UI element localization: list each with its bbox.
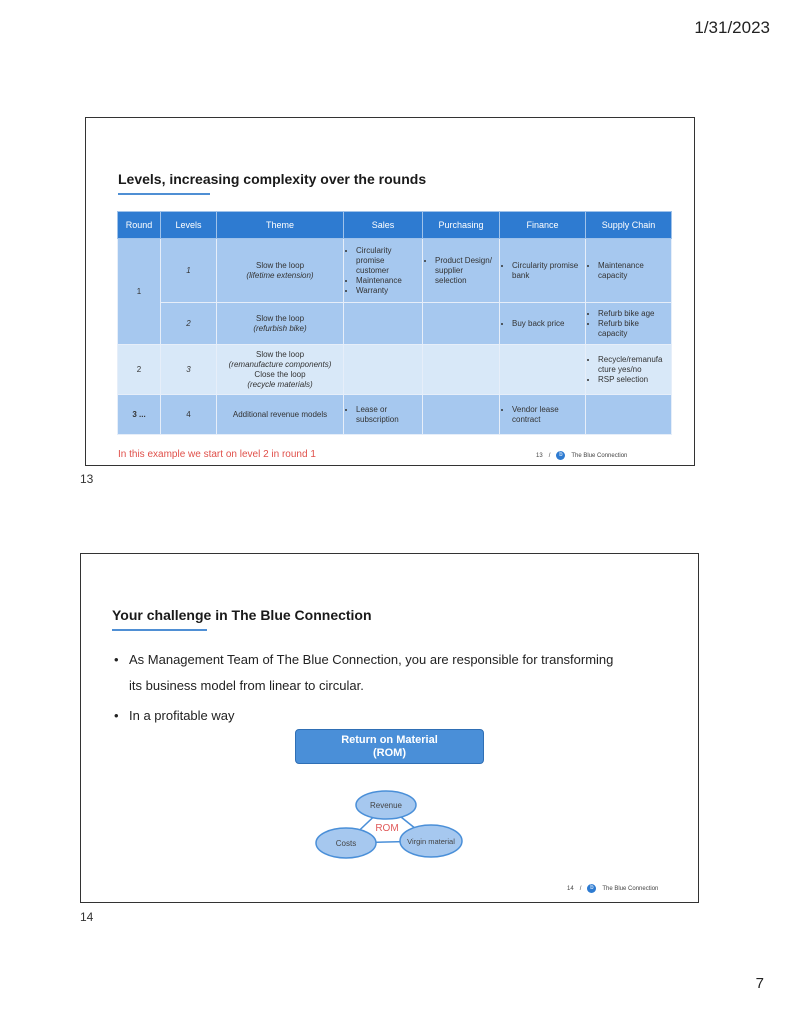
level-cell: 3	[161, 345, 217, 395]
blue-connection-logo-icon: b	[556, 451, 565, 460]
rom-subtitle: (ROM)	[373, 746, 406, 759]
purchasing-cell	[423, 239, 500, 303]
slide-levels	[85, 117, 695, 466]
slide-challenge	[80, 553, 699, 903]
header-sales: Sales	[344, 212, 423, 239]
list-item: • Buy back price	[512, 319, 582, 329]
list-item: • Refurb bike age	[598, 309, 668, 319]
virgin-material-label: Virgin material	[407, 837, 455, 846]
theme-line: (remanufacture components)	[228, 359, 332, 369]
round-cell: 1	[118, 239, 161, 345]
list-item: • Circularity promise customer	[356, 246, 419, 276]
slide-label: 14	[80, 910, 94, 924]
rom-title: Return on Material	[341, 733, 438, 746]
bullet-line: • As Management Team of The Blue Connection, you are responsible for transforming	[129, 652, 614, 667]
finance-cell	[500, 395, 586, 435]
list-item: • Lease or subscription	[356, 405, 419, 425]
slide-label: 13	[80, 472, 94, 486]
bullet-list	[112, 647, 672, 729]
supply-cell	[586, 303, 672, 345]
finance-cell	[500, 303, 586, 345]
footer-brand: The Blue Connection	[602, 885, 659, 892]
sales-cell	[344, 345, 423, 395]
page-number: 7	[755, 975, 764, 992]
header-finance: Finance	[500, 212, 586, 239]
rom-diagram	[306, 786, 466, 866]
list-item	[112, 647, 672, 699]
slide-title: Your challenge in The Blue Connection	[112, 607, 372, 623]
slide-footer	[567, 884, 658, 893]
slide-footer	[536, 451, 627, 460]
theme-cell	[217, 303, 344, 345]
list-item: • Circularity promise bank	[512, 261, 582, 281]
levels-table	[117, 211, 672, 435]
theme-sub: (lifetime extension)	[246, 270, 314, 280]
purchasing-cell	[423, 395, 500, 435]
purchasing-cell	[423, 303, 500, 345]
table-row	[118, 345, 672, 395]
slide-title: Levels, increasing complexity over the rounds	[118, 171, 427, 187]
supply-cell	[586, 239, 672, 303]
table-row	[118, 239, 672, 303]
header-levels: Levels	[161, 212, 217, 239]
header-purchasing: Purchasing	[423, 212, 500, 239]
level-cell: 4	[161, 395, 217, 435]
footer-page-number: 13	[536, 452, 543, 459]
bullet-line: its business model from linear to circular.	[129, 678, 364, 693]
sales-cell	[344, 239, 423, 303]
level-cell: 2	[161, 303, 217, 345]
header-theme: Theme	[217, 212, 344, 239]
print-date: 1/31/2023	[694, 18, 770, 37]
rom-center-label: ROM	[375, 823, 399, 834]
finance-cell	[500, 345, 586, 395]
table-header-row	[118, 212, 672, 239]
theme-sub: (refurbish bike)	[253, 323, 307, 333]
list-item: • Warranty	[356, 286, 419, 296]
footer-brand: The Blue Connection	[571, 452, 628, 459]
theme-line: (recycle materials)	[247, 379, 313, 389]
finance-cell	[500, 239, 586, 303]
level-cell: 1	[161, 239, 217, 303]
revenue-label: Revenue	[369, 801, 403, 810]
footer-page-number: 14	[567, 885, 574, 892]
table-row	[118, 303, 672, 345]
sales-cell	[344, 303, 423, 345]
theme-main: Slow the loop	[255, 260, 305, 270]
list-item: • Maintenance capacity	[598, 261, 668, 281]
example-note: In this example we start on level 2 in round 1	[118, 449, 316, 460]
footer-separator: /	[579, 885, 582, 892]
theme-cell: Additional revenue models	[217, 395, 344, 435]
header-supply-chain: Supply Chain	[586, 212, 672, 239]
round-cell: 2	[118, 345, 161, 395]
supply-cell	[586, 345, 672, 395]
footer-separator: /	[548, 452, 551, 459]
blue-connection-logo-icon: b	[587, 884, 596, 893]
theme-cell	[217, 345, 344, 395]
rom-box	[295, 729, 484, 764]
list-item: • Recycle/remanufa cture yes/no	[598, 355, 668, 375]
list-item: • In a profitable way	[112, 703, 672, 729]
theme-main: Slow the loop	[255, 313, 305, 323]
costs-label: Costs	[335, 839, 357, 848]
list-item: • Maintenance	[356, 276, 419, 286]
sales-cell	[344, 395, 423, 435]
title-underline	[112, 629, 207, 631]
title-underline	[118, 193, 210, 195]
theme-line: Close the loop	[254, 369, 306, 379]
theme-cell	[217, 239, 344, 303]
theme-line: Slow the loop	[255, 349, 305, 359]
table-row	[118, 395, 672, 435]
list-item: • Refurb bike capacity	[598, 319, 668, 339]
list-item: • Vendor lease contract	[512, 405, 582, 425]
round-cell: 3 ...	[118, 395, 161, 435]
header-round: Round	[118, 212, 161, 239]
supply-cell	[586, 395, 672, 435]
purchasing-cell	[423, 345, 500, 395]
list-item: • Product Design/ supplier selection	[435, 256, 496, 286]
list-item: • RSP selection	[598, 375, 668, 385]
